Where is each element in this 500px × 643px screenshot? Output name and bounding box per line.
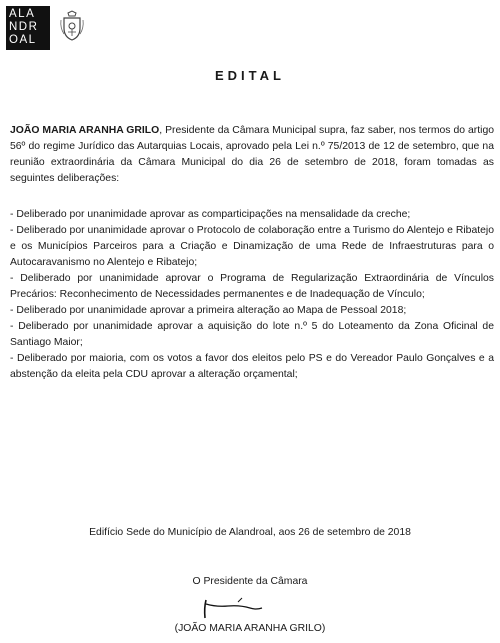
logo-line-3: OAL [9,34,37,46]
intro-paragraph [10,123,494,187]
document-title: EDITAL [215,68,285,83]
deliberation-item: - Deliberado por unanimidade aprovar as comparticipações na mensalidade da creche; [10,209,411,220]
handwritten-signature [198,594,278,620]
deliberation-item: - Deliberado por unanimidade aprovar a aquisição do lote n.º 5 do Loteamento da Zona Oficinal de Santiago Maior; [10,321,494,348]
document-body [10,123,494,383]
deliberations-list [10,207,494,383]
coat-of-arms-icon [59,10,85,42]
deliberation-item: - Deliberado por unanimidade aprovar o Protocolo de colaboração entre a Turismo do Alentejo e Ribatejo e os Municípios Parceiros para a Criação e Dinamização de uma Rede de Infraestruturas para o Autocaravanismo no Alentejo e Ribatejo; [10,225,494,268]
president-name: JOÃO MARIA ARANHA GRILO [10,125,160,136]
closing-line: Edifício Sede do Município de Alandroal, aos 26 de setembro de 2018 [89,527,411,538]
logo-line-2: NDR [9,21,39,33]
intro-text: , Presidente da Câmara Municipal supra, faz saber, nos termos do artigo 56º do regime Jurídico das Autarquias Locais, aprovado pela Lei n.º 75/2013 de 12 de setembro, que na reunião extraordinária da Câmara Municipal do dia 26 de setembro de 2018, foram tomadas as seguintes deliberações: [10,125,494,184]
logo-line-1: ALA [9,8,36,20]
printed-name: (JOÃO MARIA ARANHA GRILO) [174,623,326,634]
deliberation-item: - Deliberado por unanimidade aprovar o Programa de Regularização Extraordinária de Vínculos Precários: Reconhecimento de Necessidades permanentes e de Inadequação de Vínculo; [10,273,494,300]
deliberation-item: - Deliberado por maioria, com os votos a favor dos eleitos pelo PS e do Vereador Paulo Gonçalves e a abstenção da eleita pela CDU aprovar a alteração orçamental; [10,353,494,380]
alandroal-logo [6,6,50,50]
deliberation-item: - Deliberado por unanimidade aprovar a primeira alteração ao Mapa de Pessoal 2018; [10,305,407,316]
signature-role: O Presidente da Câmara [192,576,308,587]
